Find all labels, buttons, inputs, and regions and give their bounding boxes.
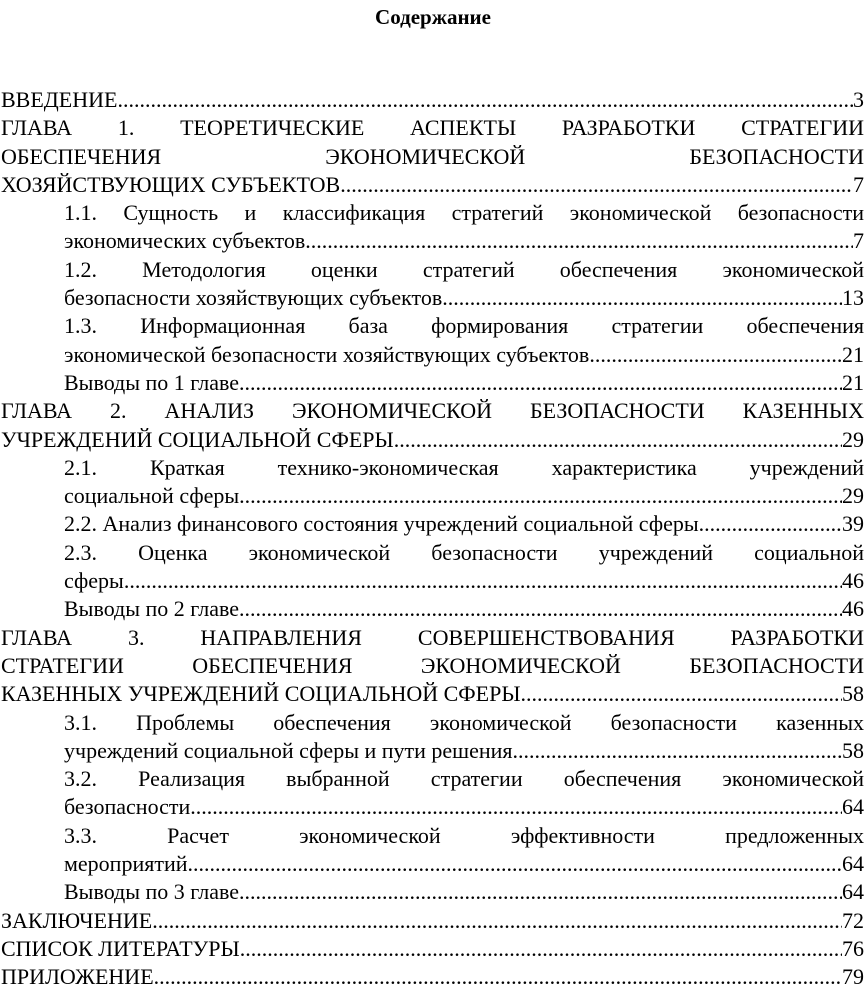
toc-entry-last-line — [64, 227, 864, 255]
toc-entry-line: 3.3. Расчет экономической эффективности предложенных — [64, 822, 864, 848]
toc-entry-last-line — [64, 369, 864, 397]
toc-entry-19[interactable] — [0, 963, 864, 991]
toc-page-number: 58 — [842, 681, 864, 707]
toc-entry-line: 1.3. Информационная база формирования стратегии обеспечения — [64, 313, 864, 339]
toc-entry-title: социальной сферы — [64, 483, 240, 509]
toc-leader-dots — [589, 341, 842, 369]
toc-entry-last-line — [64, 510, 864, 538]
page-title: Содержание — [375, 5, 491, 29]
toc-entry-last-line — [1, 907, 864, 935]
toc-entry-heading — [64, 822, 864, 850]
toc-entry-1[interactable] — [0, 86, 864, 114]
toc-page-number: 7 — [853, 171, 864, 197]
toc-page-number: 13 — [842, 285, 864, 311]
toc-leader-dots — [442, 284, 842, 312]
toc-entry-line: 1.2. Методология оценки стратегий обеспечения экономической — [64, 256, 864, 282]
toc-entry-title: Выводы по 2 главе — [64, 596, 239, 622]
toc-entry-line: 1.1. Сущность и классификация стратегий экономической безопасности — [64, 200, 864, 226]
toc-entry-title: ПРИЛОЖЕНИЕ — [1, 964, 154, 990]
toc-leader-dots — [124, 567, 842, 595]
toc-leader-dots — [117, 86, 853, 114]
toc-leader-dots — [188, 850, 842, 878]
toc-entry-heading — [1, 397, 864, 425]
toc-entry-10[interactable] — [0, 539, 864, 596]
toc-leader-dots — [340, 171, 853, 199]
toc-entry-last-line — [1, 171, 864, 199]
toc-entry-title: учреждений социальной сферы и пути решения — [64, 737, 513, 763]
toc-entry-last-line — [1, 935, 864, 963]
toc-page-number: 64 — [842, 851, 864, 877]
toc-page-number: 58 — [842, 737, 864, 763]
toc-entry-title: безопасности — [64, 794, 191, 820]
toc-entry-last-line — [1, 86, 864, 114]
toc-leader-dots — [699, 510, 842, 538]
toc-leader-dots — [513, 737, 842, 765]
toc-entry-last-line — [64, 878, 864, 906]
toc-entry-16[interactable] — [0, 878, 864, 906]
toc-entry-9[interactable] — [0, 510, 864, 538]
toc-entry-line: ГЛАВА 3. НАПРАВЛЕНИЯ СОВЕРШЕНСТВОВАНИЯ РАЗРАБОТКИ — [1, 624, 864, 650]
toc-page-number: 79 — [842, 964, 864, 990]
toc-entry-11[interactable] — [0, 595, 864, 623]
toc-page-number: 21 — [842, 341, 864, 367]
toc-entry-line: 3.2. Реализация выбранной стратегии обеспечения экономической — [64, 766, 864, 792]
toc-entry-heading — [1, 624, 864, 681]
toc-entry-title: СПИСОК ЛИТЕРАТУРЫ — [1, 935, 240, 961]
toc-leader-dots — [239, 595, 842, 623]
toc-entry-title: КАЗЕННЫХ УЧРЕЖДЕНИЙ СОЦИАЛЬНОЙ СФЕРЫ — [1, 681, 521, 707]
toc-page-number: 64 — [842, 879, 864, 905]
toc-entry-title: экономической безопасности хозяйствующих субъектов — [64, 341, 590, 367]
toc-entry-18[interactable] — [0, 935, 864, 963]
toc-entry-title: сферы — [64, 568, 124, 594]
toc-leader-dots — [239, 878, 842, 906]
toc-entry-3[interactable] — [0, 199, 864, 256]
toc-entry-line: ГЛАВА 1. ТЕОРЕТИЧЕСКИЕ АСПЕКТЫ РАЗРАБОТКИ СТРАТЕГИИ — [1, 115, 864, 141]
toc-entry-line: ГЛАВА 2. АНАЛИЗ ЭКОНОМИЧЕСКОЙ БЕЗОПАСНОСТИ КАЗЕННЫХ — [1, 398, 864, 424]
toc-leader-dots — [305, 227, 853, 255]
toc-entry-13[interactable] — [0, 709, 864, 766]
toc-leader-dots — [239, 369, 842, 397]
toc-entry-8[interactable] — [0, 454, 864, 511]
toc-entry-last-line — [64, 793, 864, 821]
toc-entry-title: ЗАКЛЮЧЕНИЕ — [1, 907, 153, 933]
toc-page-number: 39 — [842, 511, 864, 537]
toc-entry-heading — [64, 256, 864, 284]
toc-entry-4[interactable] — [0, 256, 864, 313]
toc-leader-dots — [240, 935, 842, 963]
toc-page-number: 29 — [842, 426, 864, 452]
toc-entry-2[interactable] — [0, 114, 864, 199]
toc-entry-15[interactable] — [0, 822, 864, 879]
toc-entry-last-line — [64, 737, 864, 765]
toc-entry-title: безопасности хозяйствующих субъектов — [64, 285, 443, 311]
toc-entry-title: Выводы по 1 главе — [64, 369, 239, 395]
toc-entry-heading — [64, 199, 864, 227]
toc-entry-heading — [64, 312, 864, 340]
toc-entry-line: ОБЕСПЕЧЕНИЯ ЭКОНОМИЧЕСКОЙ БЕЗОПАСНОСТИ — [1, 143, 864, 169]
toc-entry-last-line — [64, 567, 864, 595]
toc-entry-heading — [64, 454, 864, 482]
toc-leader-dots — [154, 963, 842, 991]
toc-entry-heading — [64, 539, 864, 567]
toc-leader-dots — [394, 426, 842, 454]
toc-entry-last-line — [64, 482, 864, 510]
toc-entry-last-line — [1, 426, 864, 454]
toc-entry-title: УЧРЕЖДЕНИЙ СОЦИАЛЬНОЙ СФЕРЫ — [1, 426, 394, 452]
toc-entry-line: СТРАТЕГИИ ОБЕСПЕЧЕНИЯ ЭКОНОМИЧЕСКОЙ БЕЗОПАСНОСТИ — [1, 652, 864, 678]
toc-entry-7[interactable] — [0, 397, 864, 454]
toc-entry-last-line — [64, 284, 864, 312]
toc-entry-title: мероприятий — [64, 851, 188, 877]
toc-entry-last-line — [64, 341, 864, 369]
toc-page-number: 3 — [853, 87, 864, 112]
toc-entry-heading — [1, 114, 864, 171]
toc-entry-17[interactable] — [0, 907, 864, 935]
toc-entry-last-line — [64, 850, 864, 878]
toc-entry-5[interactable] — [0, 312, 864, 369]
toc-entry-heading — [64, 765, 864, 793]
toc-leader-dots — [239, 482, 842, 510]
toc-entry-last-line — [1, 963, 864, 991]
toc-page-number: 72 — [842, 907, 864, 933]
toc-leader-dots — [190, 793, 842, 821]
table-of-contents — [0, 86, 864, 992]
toc-entry-title: ХОЗЯЙСТВУЮЩИХ СУБЪЕКТОВ — [1, 171, 341, 197]
toc-entry-last-line — [1, 680, 864, 708]
toc-leader-dots — [521, 680, 842, 708]
toc-entry-14[interactable] — [0, 765, 864, 822]
toc-entry-title: Выводы по 3 главе — [64, 879, 239, 905]
toc-page-number: 7 — [853, 228, 864, 254]
toc-entry-line: 3.1. Проблемы обеспечения экономической безопасности казенных — [64, 709, 864, 735]
toc-page-number: 64 — [842, 794, 864, 820]
toc-page-number: 46 — [842, 596, 864, 622]
toc-entry-12[interactable] — [0, 624, 864, 709]
toc-entry-title: экономических субъектов — [64, 228, 306, 254]
toc-entry-title: 2.2. Анализ финансового состояния учреждений социальной сферы — [64, 511, 699, 537]
toc-entry-line: 2.3. Оценка экономической безопасности учреждений социальной — [64, 539, 864, 565]
toc-page-number: 46 — [842, 568, 864, 594]
toc-entry-6[interactable] — [0, 369, 864, 397]
toc-entry-line: 2.1. Краткая технико-экономическая характеристика учреждений — [64, 454, 864, 480]
toc-entry-heading — [64, 709, 864, 737]
toc-leader-dots — [152, 907, 842, 935]
toc-page-number: 21 — [842, 369, 864, 395]
toc-page-number: 76 — [842, 935, 864, 961]
toc-entry-last-line — [64, 595, 864, 623]
toc-page-number: 29 — [842, 483, 864, 509]
toc-entry-title: ВВЕДЕНИЕ — [1, 87, 118, 112]
